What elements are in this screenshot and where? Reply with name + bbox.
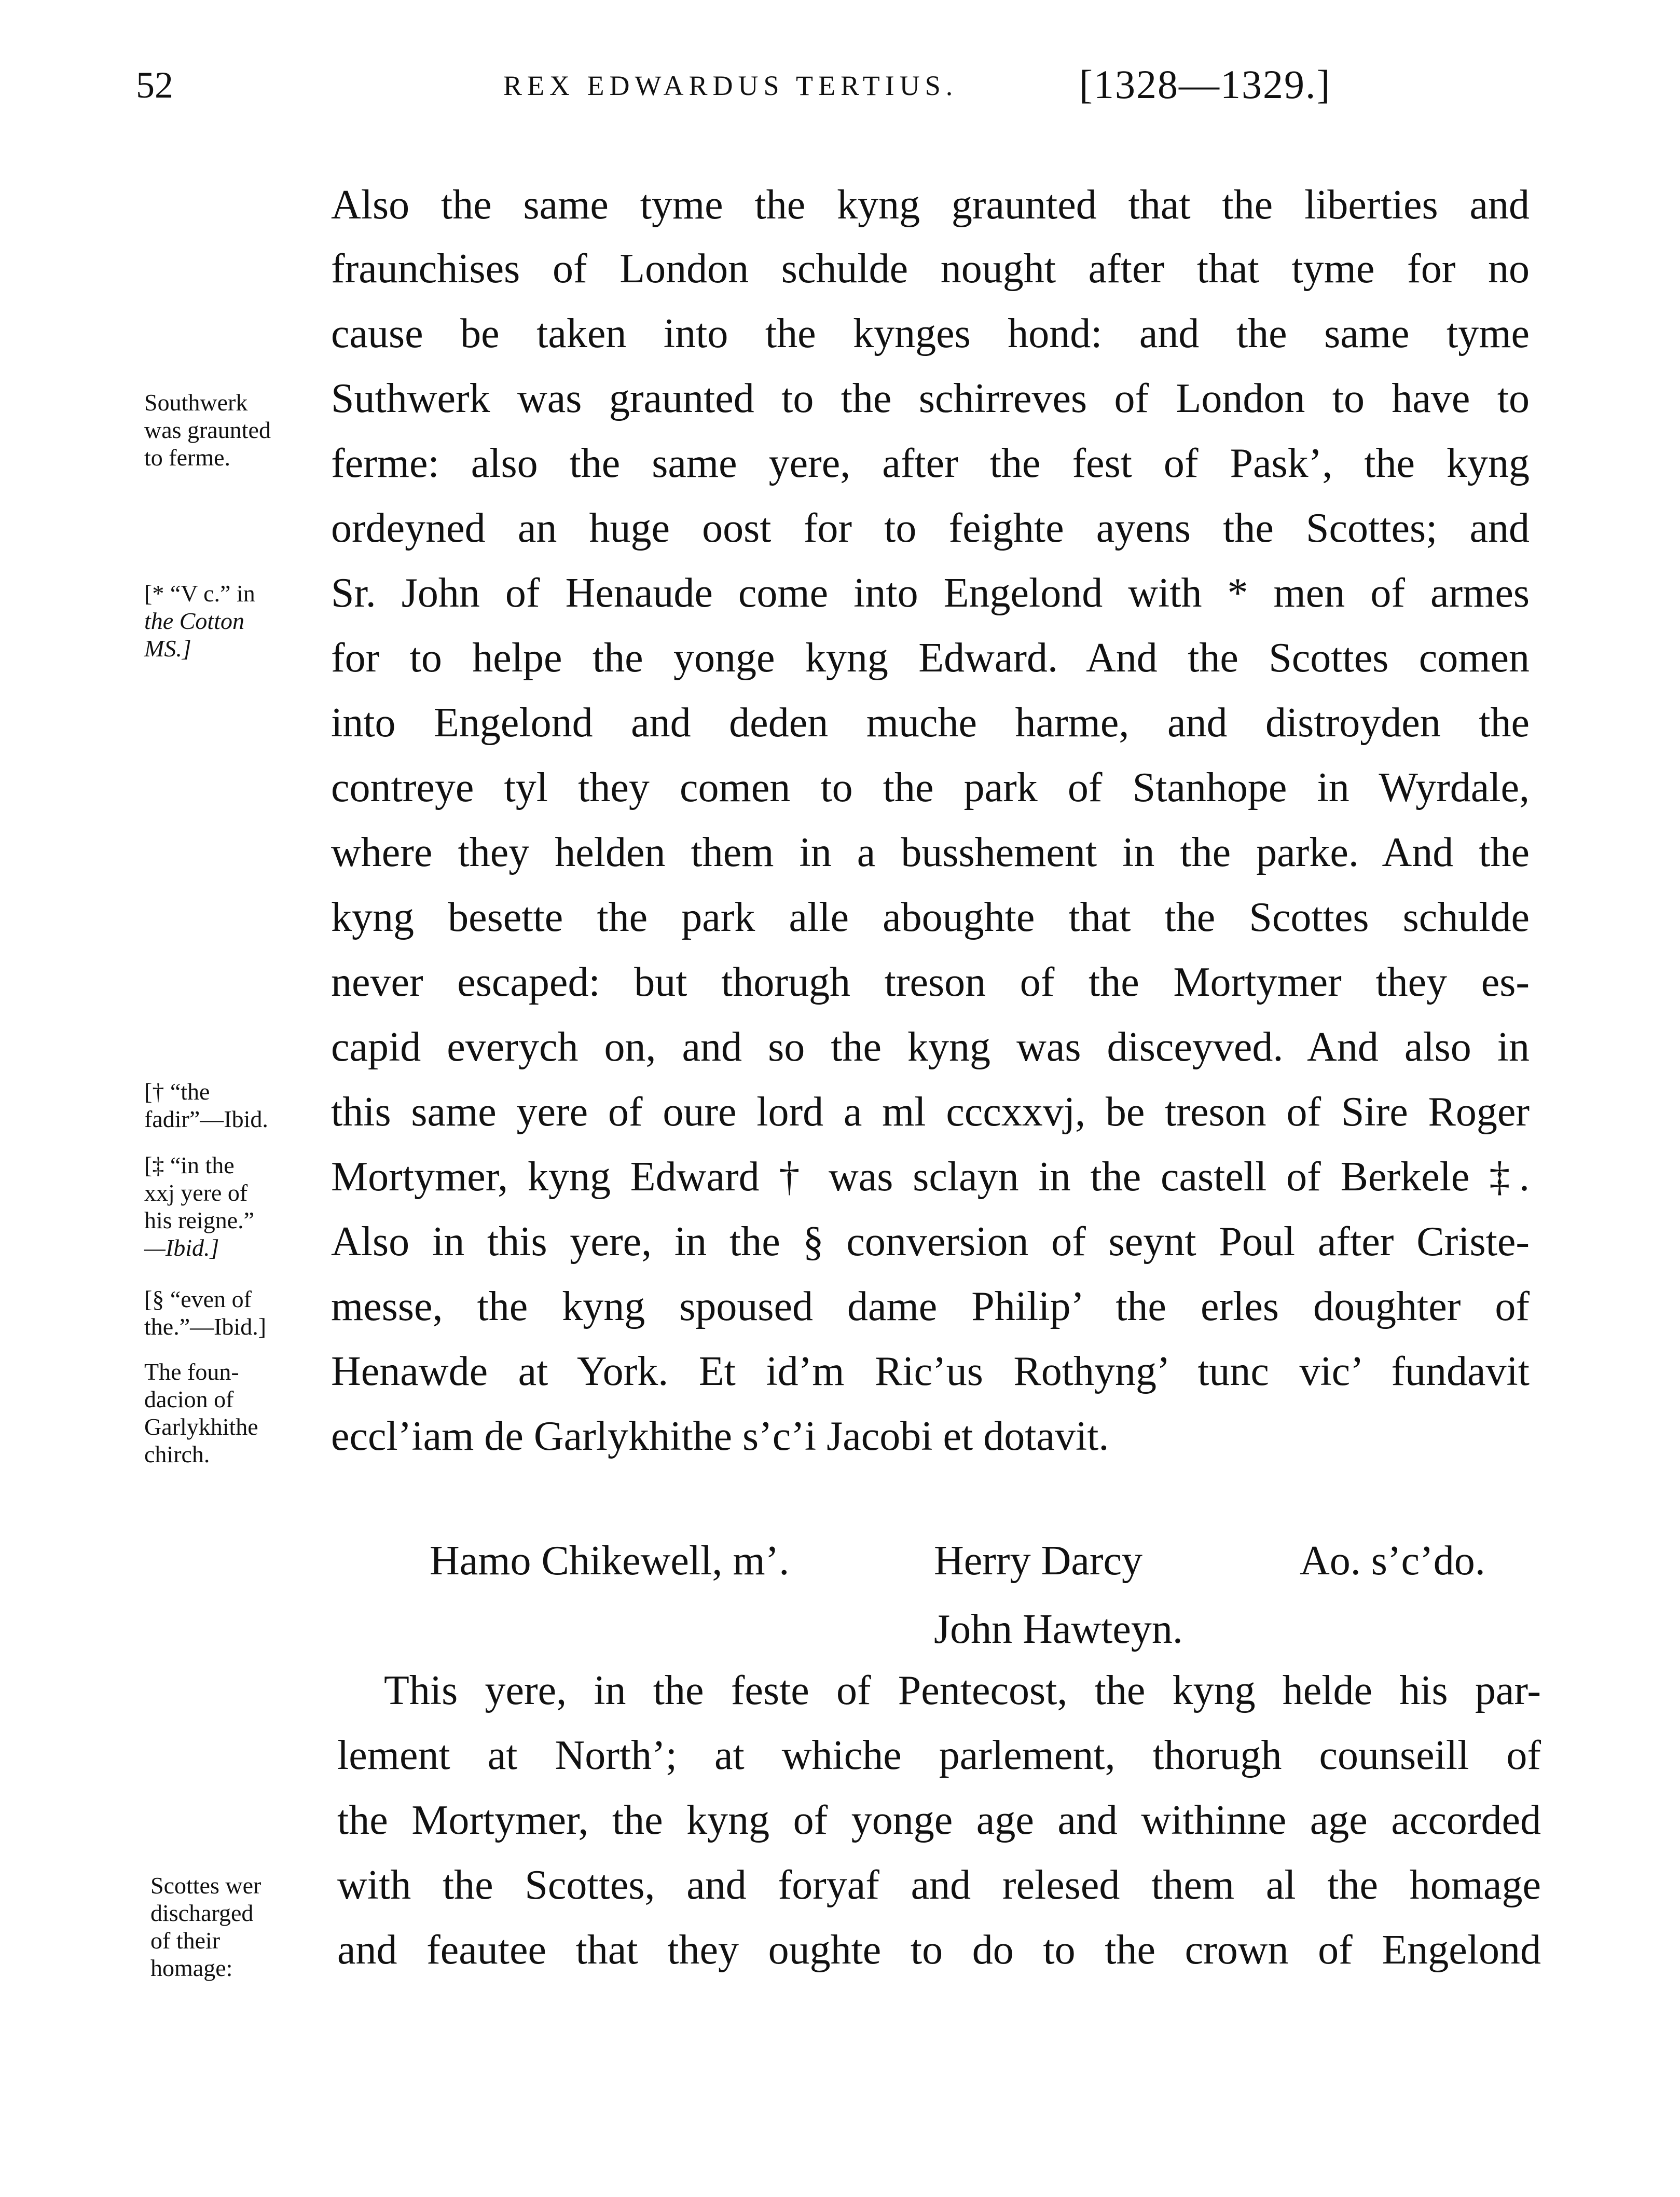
text-line: kyng besette the park alle aboughte that the Scottes schulde xyxy=(331,895,1530,940)
text-line: Mortymer, kyng Edward † was sclayn in the castell of Berkele ‡. xyxy=(331,1154,1530,1200)
side-note-line: chirch. xyxy=(144,1440,210,1467)
text-line: This yere, in the feste of Pentecost, the kyng helde his par- xyxy=(384,1668,1541,1713)
side-note-line: of their xyxy=(150,1927,221,1954)
text-line: cause be taken into the kynges hond: and the same tyme xyxy=(331,311,1530,356)
regnal-year: Ao. s’c’do. xyxy=(1300,1538,1485,1584)
text-line: Henawde at York. Et id’m Ric’us Rothyng’ tunc vic’ fundavit xyxy=(331,1349,1530,1394)
text-line: where they helden them in a busshement in the parke. And the xyxy=(331,830,1530,875)
side-note-line: discharged xyxy=(150,1899,254,1926)
text-line: this same yere of oure lord a ml cccxxvj, be treson of Sire Roger xyxy=(331,1089,1530,1135)
text-line: never escaped: but thorugh treson of the Mortymer they es- xyxy=(331,959,1530,1005)
sheriff-name: Herry Darcy xyxy=(934,1538,1142,1584)
text-line: contreye tyl they comen to the park of Stanhope in Wyrdale, xyxy=(331,765,1530,811)
side-note-line: The foun- xyxy=(144,1358,239,1385)
side-note-scottes xyxy=(150,1872,261,1982)
side-note-line: his reigne.” xyxy=(144,1206,255,1233)
text-line: the Mortymer, the kyng of yonge age and withinne age accorded xyxy=(337,1797,1541,1843)
sheriff-name: John Hawteyn. xyxy=(934,1606,1183,1652)
text-line: lement at North’; at whiche parlement, thorugh counseill of xyxy=(337,1733,1541,1778)
side-note-southwerk xyxy=(144,389,271,472)
text-line: Also in this yere, in the § conversion of seynt Poul after Criste- xyxy=(331,1219,1530,1265)
side-note-xxj-yere xyxy=(144,1152,254,1262)
mayor-name: Hamo Chikewell, m’. xyxy=(430,1538,790,1584)
text-line: eccl’iam de Garlykhithe s’c’i Jacobi et dotavit. xyxy=(331,1413,1109,1459)
running-title: REX EDWARDUS TERTIUS. xyxy=(503,70,958,101)
side-note-cotton-ms xyxy=(144,580,255,663)
side-note-line: xxj yere of xyxy=(144,1179,248,1206)
side-note-line: MS.] xyxy=(144,635,191,662)
side-note-line: dacion of xyxy=(144,1385,234,1412)
page-number: 52 xyxy=(136,64,173,106)
side-note-line: was graunted xyxy=(144,416,271,443)
side-note-line: Scottes wer xyxy=(150,1872,261,1899)
text-line: ordeyned an huge oost for to feighte ayens the Scottes; and xyxy=(331,505,1530,551)
text-line: Suthwerk was graunted to the schirreves of London to have to xyxy=(331,376,1530,421)
side-note-line: Garlykhithe xyxy=(144,1413,258,1440)
text-line: Also the same tyme the kyng graunted that the liberties and xyxy=(331,182,1530,228)
text-line: capid everych on, and so the kyng was disceyved. And also in xyxy=(331,1024,1530,1070)
text-line: for to helpe the yonge kyng Edward. And the Scottes comen xyxy=(331,635,1530,681)
text-line: messe, the kyng spoused dame Philip’ the erles doughter of xyxy=(331,1284,1530,1329)
side-note-line: to ferme. xyxy=(144,444,231,471)
side-note-line: —Ibid.] xyxy=(144,1234,219,1261)
side-note-line: Southwerk xyxy=(144,389,248,416)
header-years: [1328—1329.] xyxy=(1079,62,1331,107)
side-note-even-of xyxy=(144,1286,266,1341)
side-note-line: [§ “even of xyxy=(144,1286,252,1312)
side-note-line: [† “the xyxy=(144,1078,210,1105)
text-line: fraunchises of London schulde nought after that tyme for no xyxy=(331,246,1530,292)
side-note-line: the.”—Ibid.] xyxy=(144,1313,267,1340)
side-note-line: fadir”—Ibid. xyxy=(144,1105,268,1132)
side-note-line: [‡ “in the xyxy=(144,1152,235,1178)
side-note-foundacion xyxy=(144,1358,258,1468)
side-note-line: [* “V c.” in xyxy=(144,580,255,607)
text-line: with the Scottes, and foryaf and relesed them al the homage xyxy=(337,1862,1541,1908)
text-line: and feautee that they oughte to do to the crown of Engelond xyxy=(337,1927,1541,1973)
side-note-line: homage: xyxy=(150,1954,233,1981)
text-line: into Engelond and deden muche harme, and distroyden the xyxy=(331,700,1530,746)
text-line: Sr. John of Henaude come into Engelond with * men of armes xyxy=(331,570,1530,616)
side-note-line: the Cotton xyxy=(144,607,244,634)
text-line: ferme: also the same yere, after the fest of Pask’, the kyng xyxy=(331,441,1530,486)
side-note-fadir xyxy=(144,1078,268,1133)
